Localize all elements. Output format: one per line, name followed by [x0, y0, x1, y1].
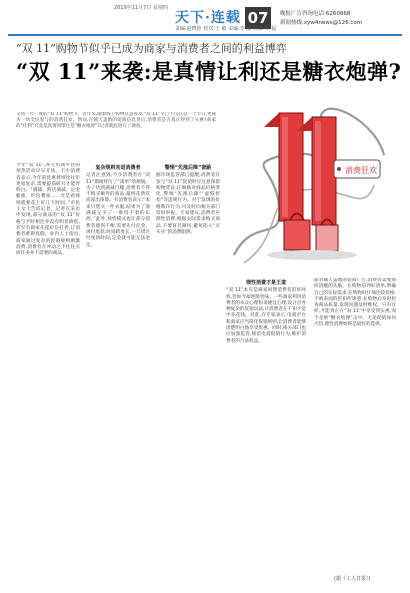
- article-column-2: [86, 163, 150, 583]
- article-subhead: “双 11”购物节似乎已成为商家与消费者之间的利益博弈: [16, 42, 287, 55]
- contact-block: [280, 10, 362, 28]
- section-heading: 警惕“先涨后降”套路: [164, 165, 212, 171]
- column-text: 今年“双 11”,各大电商平台的预热活动早早开场。不少消费者表示,今年的优惠规则比往年更加复杂,需要提前研究才能弄明白。“满减、跨店满减、定金膨胀、红包叠加……光是看规则就要花上好几天时间。”市民王女士告诉记者。记者在采访中发现,部分商品的“双 11”价格与平时相比并没有明显降低,甚至有商家先提价后打折,让消费者难辨真假。业内人士指出,商家通过复杂的促销规则刺激消费,消费者在冲动之下往往买回许多并不需要的商品。: [16, 163, 80, 257]
- hotline-text: 晚报广告咨询电话:6260868: [280, 11, 351, 17]
- article-photo: [224, 95, 394, 270]
- page-number: 07: [245, 7, 271, 29]
- section-heading: 复杂规则劝退消费者: [95, 165, 141, 171]
- issue-date: 2019年11月7日 星期四: [114, 5, 168, 11]
- article-column-5: [314, 278, 396, 583]
- column-text: 记者注意到,不少消费者在“双 11”期间经历了“凑单”的烦恼。为了达到满减门槛,消费者不得不购买额外的商品,最终花费反而超出预算。有消费者表示:“本来只想买一件衣服,结果为了凑满减又买了一堆用不着的东西。”此外,预售模式也让部分消费者感到不便,需要先付定金、再付尾款,时间跨度长,一旦错过付尾款时间,定金就可能无法退还。: [86, 173, 150, 248]
- article-column-4: [226, 278, 306, 583]
- column-text: 面对铺天盖地的促销广告,消费者需要保持清醒的头脑。在购物前列好清单,明确自己的实际需求;在购物时仔细比较价格,不被表面的折扣所迷惑;在购物后及时检查商品质量,发现问题及时维权。只有这样,才能真正在“双 11”中享受到实惠,而不是被“糖衣炮弹”击中。无论促销如何火热,理性消费始终是最好的选择。: [314, 278, 396, 328]
- tag-label: 消费狂欢: [345, 166, 377, 175]
- email-text: 新闻热线:xyw4news@126.com: [280, 20, 363, 26]
- article-lead: 又到一年一度的“双 11”购物节。近年来,随着线上购物日益普及,“双 11”早已不仅仅是一个节日,更成为一场全民参与的消费狂欢。然而,在铺天盖地的促销信息背后,消费者是否真正得到了实惠?商家的“让利”究竟是真情回馈还是“糖衣炮弹”?记者就此进行了调查。: [16, 112, 216, 130]
- big-eleven-graphic: [264, 113, 336, 225]
- shadow: [267, 250, 357, 260]
- section-heading: 理性消费才是王道: [245, 280, 286, 286]
- article-headline: “双 11”来袭:是真情让利还是糖衣炮弹?: [16, 59, 402, 84]
- column-text: “双 11”本应是商家回馈消费者的好时机,但如今却逐渐变味。一些商家利用消费者的从众心理和贪便宜心理,设计出各种复杂的促销玩法,让消费者在不知不觉中多花钱。对此,有专家表示,电商平台和商家应当简化促销规则,让消费者能够清楚明白地享受优惠。同时,相关部门也应加强监管,规范电商促销行为,维护消费者的合法权益。: [226, 288, 306, 344]
- sale-tag: [334, 160, 380, 178]
- editors-line: 责编:赵晓艳 校对:王 敏 美编:李 鹏 照排:程 福: [175, 26, 277, 32]
- article-column-1: [16, 163, 80, 583]
- section-title: 天下·连载: [175, 10, 241, 26]
- header-rule: [8, 34, 402, 36]
- column-text: 据市场监管部门提醒,消费者在参与“双 11”促销时应注意保留购物凭证,仔细核对商品价格变化,警惕“先涨后降”“虚假折扣”等违规行为。对于发现的价格欺诈行为,可及时向相关部门投诉举报。专家建议,消费者应理性消费,根据实际需求购买商品,不要盲目跟风,避免陷入“买买买”的消费陷阱。: [156, 173, 220, 235]
- article-column-3: [156, 163, 220, 583]
- source-credit: (据《工人日报》): [334, 576, 371, 582]
- shopping-illustration: [224, 95, 394, 270]
